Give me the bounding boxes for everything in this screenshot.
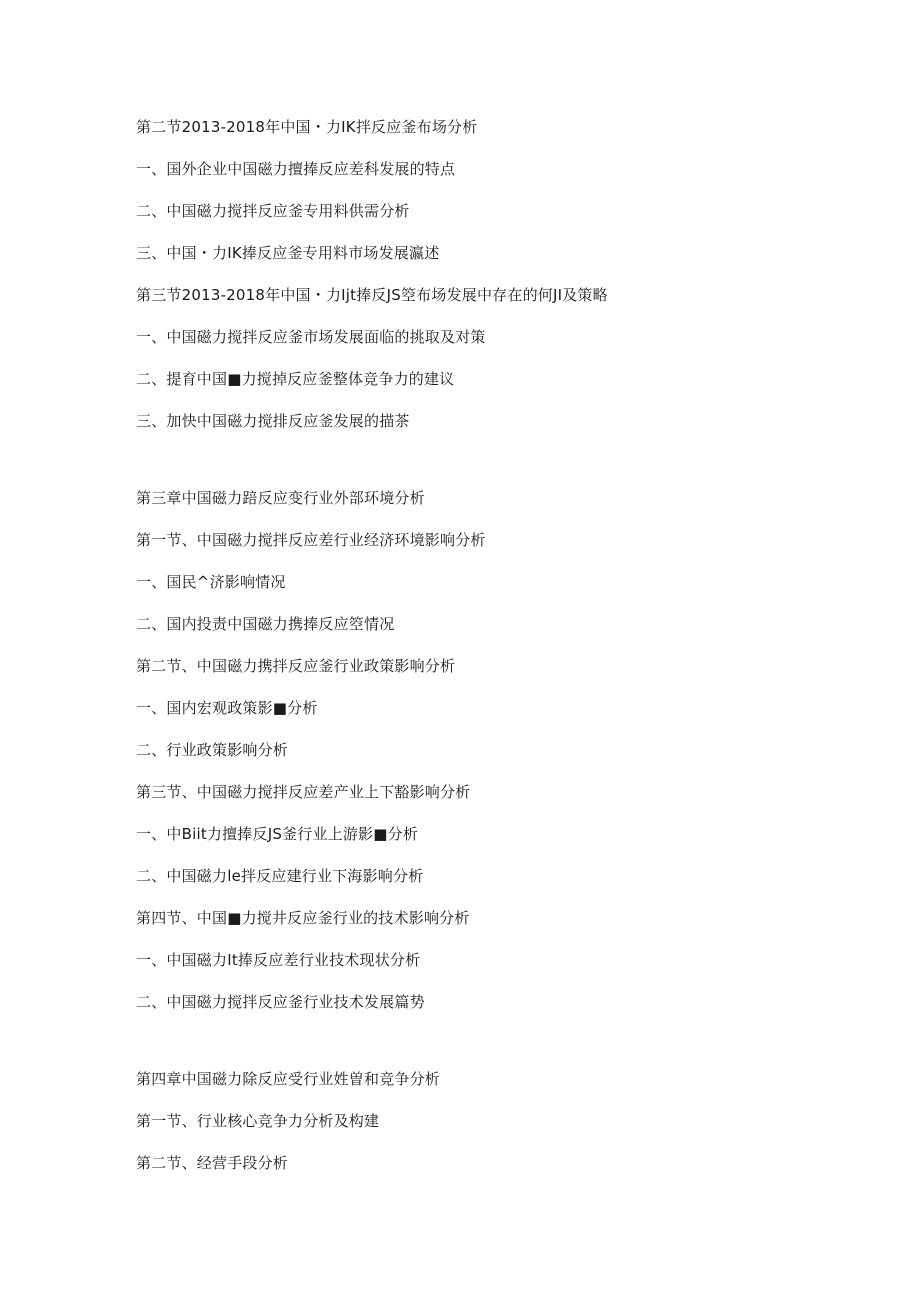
toc-line: 第二节、经营手段分析	[136, 1154, 289, 1172]
toc-line: 一、中国磁力It捧反应差行业技术现状分析	[136, 951, 421, 969]
chapter-heading: 第四章中国磁力除反应受行业姓曽和竞争分析	[136, 1070, 441, 1088]
toc-line: 一、中国磁力搅拌反应釜市场发展面临的挑取及对策	[136, 328, 486, 346]
toc-line: 一、国内宏观政策影■分析	[136, 699, 318, 717]
toc-line: 二、提育中国■力搅掉反应釜整体竞争力的建议	[136, 370, 455, 388]
toc-line: 二、国内投责中国磁力携捧反应箜情况	[136, 615, 395, 633]
toc-line: 第四节、中国■力搅井反应釜行业的技术影响分析	[136, 909, 470, 927]
toc-line: 三、中国・力IK捧反应釜专用料市场发展瀛述	[136, 244, 440, 262]
toc-line: 二、行业政策影响分析	[136, 741, 289, 759]
chapter-heading: 第三章中国磁力踣反应变行业外部环境分析	[136, 489, 425, 507]
toc-line: 第三节2013-2018年中国・力Ijt捧反JS箜布场发展中存在的何JI及策略	[136, 286, 608, 304]
toc-line: 第一节、中国磁力搅拌反应差行业经济环境影响分析	[136, 531, 486, 549]
toc-line: 第一节、行业核心竞争力分析及构建	[136, 1112, 380, 1130]
toc-line: 二、中国磁力le拌反应建行业下海影响分析	[136, 867, 424, 885]
toc-line: 二、中国磁力搅拌反应釜专用料供需分析	[136, 202, 410, 220]
toc-line: 第三节、中国磁力搅拌反应差产业上下豁影响分析	[136, 783, 471, 801]
toc-line: 第二节2013-2018年中国・力IK拌反应釜布场分析	[136, 118, 478, 136]
toc-line: 一、国民^济影响情况	[136, 573, 286, 591]
toc-line: 一、国外企业中国磁力擅捧反应差科发展的特点	[136, 160, 456, 178]
toc-line: 二、中国磁力搅拌反应釜行业技术发展篇势	[136, 993, 425, 1011]
toc-line: 第二节、中国磁力携拌反应釜行业政策影响分析	[136, 657, 456, 675]
toc-line: 三、加快中国磁力搅排反应釜发展的描茶	[136, 412, 410, 430]
toc-line: 一、中Biit力擅捧反JS釜行业上游影■分析	[136, 825, 419, 843]
